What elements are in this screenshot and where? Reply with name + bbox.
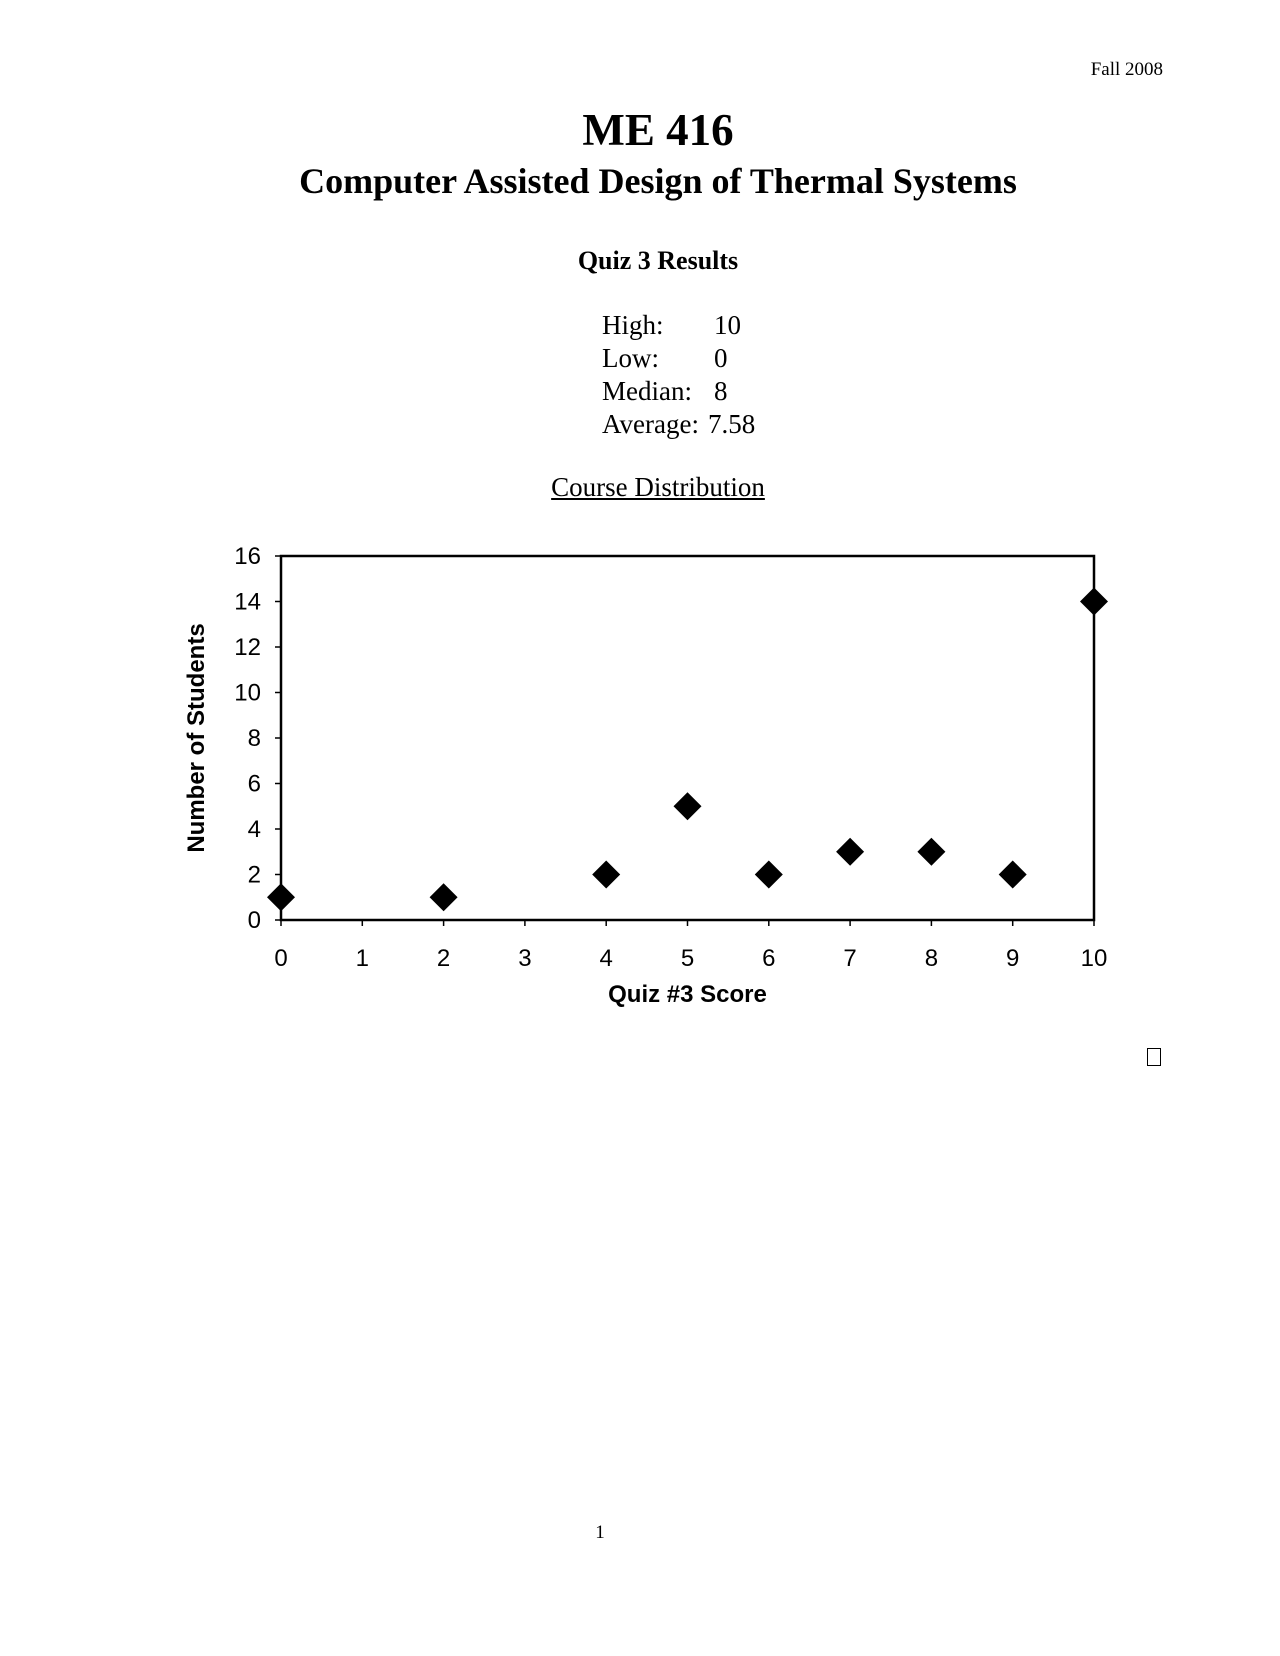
quiz-title: Quiz 3 Results [577,246,739,275]
stat-value: 0 [714,343,728,373]
y-tick-label: 2 [247,861,261,889]
y-tick-label: 6 [247,770,261,798]
distribution-heading: Course Distribution [551,472,765,502]
x-tick-label: 9 [1006,945,1020,972]
y-tick-label: 0 [247,907,261,934]
x-tick-label: 0 [274,945,288,972]
y-tick-label: 4 [247,816,261,843]
x-tick-label: 5 [680,945,695,972]
x-axis-label: Quiz #3 Score [608,981,767,1008]
stat-label: Low: [602,343,659,373]
x-tick-label: 2 [436,945,451,972]
stat-value: 8 [714,376,728,406]
semester-label: Fall 2008 [1090,59,1163,80]
x-tick-label: 3 [518,945,532,972]
course-name: Computer Assisted Design of Thermal Systems [299,161,1017,201]
x-tick-label: 4 [599,945,613,972]
x-tick-label: 6 [762,945,776,972]
stat-label: Average: [602,409,699,439]
end-of-document-box [1147,1048,1161,1066]
stat-label: Median: [602,376,692,406]
data-point-diamond [674,792,702,820]
x-tick-label: 1 [355,945,369,972]
y-tick-label: 12 [234,634,261,661]
data-point-diamond [267,883,295,911]
stat-label: High: [602,310,664,340]
data-point-diamond [592,861,620,889]
data-points [267,588,1108,912]
y-axis-label: Number of Students [183,623,210,853]
y-axis-ticks [234,543,281,934]
x-tick-label: 8 [924,945,939,972]
y-tick-label: 10 [234,679,261,707]
data-point-diamond [836,838,864,866]
stat-value: 7.58 [708,409,756,439]
data-point-diamond [1080,588,1108,616]
data-point-diamond [999,861,1027,889]
x-tick-label: 10 [1080,945,1108,972]
page-number: 1 [595,1522,605,1543]
plot-area-frame [281,556,1094,920]
x-axis-ticks [274,920,1107,972]
y-tick-label: 14 [234,588,261,616]
data-point-diamond [430,883,458,911]
y-tick-label: 16 [234,543,261,570]
x-tick-label: 7 [843,945,857,972]
course-code: ME 416 [582,105,734,155]
data-point-diamond [917,838,945,866]
stat-value: 10 [714,310,741,340]
y-tick-label: 8 [247,725,261,752]
data-point-diamond [755,861,783,889]
